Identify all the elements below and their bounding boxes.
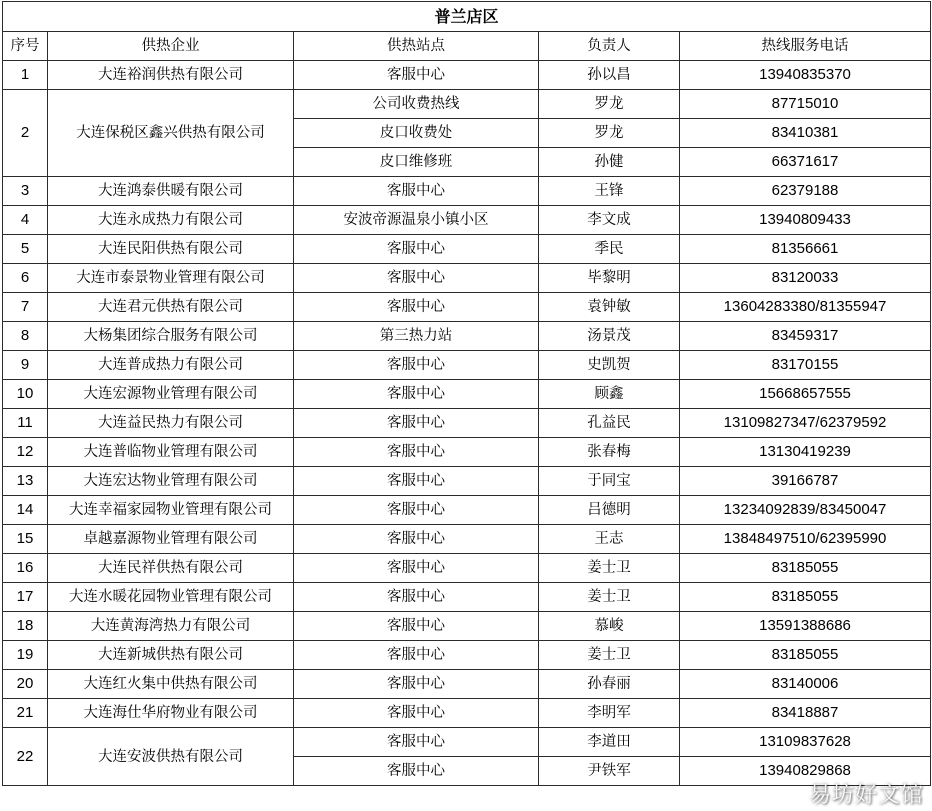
table-row: [3, 438, 931, 467]
phone-cell: 13848497510/62395990: [680, 525, 931, 554]
phone-cell: 83410381: [680, 119, 931, 148]
table-row: [3, 351, 931, 380]
station-cell: 客服中心: [294, 670, 539, 699]
company-cell: 大连黄海湾热力有限公司: [48, 612, 294, 641]
company-cell: 大连红火集中供热有限公司: [48, 670, 294, 699]
table-row: [3, 670, 931, 699]
table-row: [3, 699, 931, 728]
table-row: [3, 496, 931, 525]
row-number: 13: [3, 467, 48, 496]
row-number: 5: [3, 235, 48, 264]
table-row: [3, 264, 931, 293]
station-cell: 客服中心: [294, 177, 539, 206]
phone-cell: 83185055: [680, 554, 931, 583]
phone-cell: 83120033: [680, 264, 931, 293]
manager-cell: 季民: [539, 235, 680, 264]
station-cell: 客服中心: [294, 728, 539, 757]
table-row: [3, 612, 931, 641]
table-title: 普兰店区: [3, 2, 931, 32]
station-cell: 安波帝源温泉小镇小区: [294, 206, 539, 235]
manager-cell: 袁钟敏: [539, 293, 680, 322]
station-cell: 客服中心: [294, 235, 539, 264]
company-cell: 大连普成热力有限公司: [48, 351, 294, 380]
station-cell: 客服中心: [294, 641, 539, 670]
phone-cell: 81356661: [680, 235, 931, 264]
manager-cell: 李文成: [539, 206, 680, 235]
phone-cell: 13940829868: [680, 757, 931, 786]
watermark: 易坊好文馆: [808, 783, 924, 808]
company-cell: 大连鸿泰供暖有限公司: [48, 177, 294, 206]
company-cell: 大连海仕华府物业有限公司: [48, 699, 294, 728]
station-cell: 第三热力站: [294, 322, 539, 351]
manager-cell: 吕德明: [539, 496, 680, 525]
manager-cell: 罗龙: [539, 119, 680, 148]
row-number: 14: [3, 496, 48, 525]
table-row: [3, 90, 931, 119]
phone-cell: 13109827347/62379592: [680, 409, 931, 438]
station-cell: 皮口维修班: [294, 148, 539, 177]
company-cell: 卓越嘉源物业管理有限公司: [48, 525, 294, 554]
company-cell: 大连幸福家园物业管理有限公司: [48, 496, 294, 525]
station-cell: 客服中心: [294, 554, 539, 583]
table-row: [3, 467, 931, 496]
phone-cell: 39166787: [680, 467, 931, 496]
row-number: 8: [3, 322, 48, 351]
phone-cell: 13604283380/81355947: [680, 293, 931, 322]
header-manager: 负责人: [539, 32, 680, 61]
company-cell: 大连普临物业管理有限公司: [48, 438, 294, 467]
manager-cell: 孙春丽: [539, 670, 680, 699]
row-number: 9: [3, 351, 48, 380]
manager-cell: 姜士卫: [539, 641, 680, 670]
row-number: 3: [3, 177, 48, 206]
phone-cell: 83418887: [680, 699, 931, 728]
company-cell: 大杨集团综合服务有限公司: [48, 322, 294, 351]
station-cell: 客服中心: [294, 525, 539, 554]
phone-cell: 83185055: [680, 641, 931, 670]
manager-cell: 张春梅: [539, 438, 680, 467]
manager-cell: 罗龙: [539, 90, 680, 119]
company-cell: 大连民阳供热有限公司: [48, 235, 294, 264]
company-cell: 大连新城供热有限公司: [48, 641, 294, 670]
company-cell: 大连宏源物业管理有限公司: [48, 380, 294, 409]
station-cell: 客服中心: [294, 61, 539, 90]
company-cell: 大连宏达物业管理有限公司: [48, 467, 294, 496]
phone-cell: 83140006: [680, 670, 931, 699]
row-number: 20: [3, 670, 48, 699]
station-cell: 客服中心: [294, 438, 539, 467]
row-number: 11: [3, 409, 48, 438]
company-cell: 大连益民热力有限公司: [48, 409, 294, 438]
row-number: 15: [3, 525, 48, 554]
manager-cell: 王志: [539, 525, 680, 554]
station-cell: 客服中心: [294, 757, 539, 786]
table-row: [3, 409, 931, 438]
phone-cell: 13234092839/83450047: [680, 496, 931, 525]
manager-cell: 孔益民: [539, 409, 680, 438]
row-number: 1: [3, 61, 48, 90]
company-cell: 大连民祥供热有限公司: [48, 554, 294, 583]
table-row: [3, 380, 931, 409]
header-no: 序号: [3, 32, 48, 61]
company-cell: 大连君元供热有限公司: [48, 293, 294, 322]
manager-cell: 尹铁军: [539, 757, 680, 786]
title-row: [3, 2, 931, 32]
company-cell: 大连水暖花园物业管理有限公司: [48, 583, 294, 612]
manager-cell: 姜士卫: [539, 583, 680, 612]
company-cell: 大连裕润供热有限公司: [48, 61, 294, 90]
phone-cell: 13109837628: [680, 728, 931, 757]
phone-cell: 13940835370: [680, 61, 931, 90]
header-station: 供热站点: [294, 32, 539, 61]
phone-cell: 83170155: [680, 351, 931, 380]
phone-cell: 87715010: [680, 90, 931, 119]
phone-cell: 13130419239: [680, 438, 931, 467]
table-row: [3, 525, 931, 554]
row-number: 7: [3, 293, 48, 322]
station-cell: 客服中心: [294, 612, 539, 641]
row-number: 2: [3, 90, 48, 177]
manager-cell: 李道田: [539, 728, 680, 757]
row-number: 18: [3, 612, 48, 641]
manager-cell: 汤景茂: [539, 322, 680, 351]
manager-cell: 孙以昌: [539, 61, 680, 90]
heating-contact-table: [2, 1, 931, 786]
manager-cell: 慕峻: [539, 612, 680, 641]
station-cell: 客服中心: [294, 380, 539, 409]
table-row: [3, 206, 931, 235]
row-number: 4: [3, 206, 48, 235]
phone-cell: 83459317: [680, 322, 931, 351]
phone-cell: 62379188: [680, 177, 931, 206]
row-number: 21: [3, 699, 48, 728]
table-row: [3, 728, 931, 757]
header-company: 供热企业: [48, 32, 294, 61]
table-row: [3, 177, 931, 206]
company-cell: 大连市泰景物业管理有限公司: [48, 264, 294, 293]
station-cell: 客服中心: [294, 264, 539, 293]
station-cell: 客服中心: [294, 467, 539, 496]
phone-cell: 66371617: [680, 148, 931, 177]
station-cell: 客服中心: [294, 409, 539, 438]
header-phone: 热线服务电话: [680, 32, 931, 61]
station-cell: 公司收费热线: [294, 90, 539, 119]
phone-cell: 15668657555: [680, 380, 931, 409]
row-number: 17: [3, 583, 48, 612]
company-cell: 大连永成热力有限公司: [48, 206, 294, 235]
manager-cell: 顾鑫: [539, 380, 680, 409]
manager-cell: 孙健: [539, 148, 680, 177]
phone-cell: 13591388686: [680, 612, 931, 641]
manager-cell: 毕黎明: [539, 264, 680, 293]
station-cell: 皮口收费处: [294, 119, 539, 148]
manager-cell: 姜士卫: [539, 554, 680, 583]
manager-cell: 王锋: [539, 177, 680, 206]
row-number: 6: [3, 264, 48, 293]
row-number: 22: [3, 728, 48, 786]
manager-cell: 于同宝: [539, 467, 680, 496]
station-cell: 客服中心: [294, 699, 539, 728]
row-number: 19: [3, 641, 48, 670]
manager-cell: 李明军: [539, 699, 680, 728]
company-cell: 大连保税区鑫兴供热有限公司: [48, 90, 294, 177]
manager-cell: 史凯贺: [539, 351, 680, 380]
table-row: [3, 235, 931, 264]
phone-cell: 83185055: [680, 583, 931, 612]
phone-cell: 13940809433: [680, 206, 931, 235]
table-body: [3, 61, 931, 786]
station-cell: 客服中心: [294, 293, 539, 322]
station-cell: 客服中心: [294, 583, 539, 612]
table-row: [3, 61, 931, 90]
row-number: 16: [3, 554, 48, 583]
table-row: [3, 641, 931, 670]
station-cell: 客服中心: [294, 351, 539, 380]
table-row: [3, 554, 931, 583]
company-cell: 大连安波供热有限公司: [48, 728, 294, 786]
table-row: [3, 583, 931, 612]
row-number: 10: [3, 380, 48, 409]
table-row: [3, 293, 931, 322]
station-cell: 客服中心: [294, 496, 539, 525]
table-row: [3, 322, 931, 351]
header-row: [3, 32, 931, 61]
row-number: 12: [3, 438, 48, 467]
